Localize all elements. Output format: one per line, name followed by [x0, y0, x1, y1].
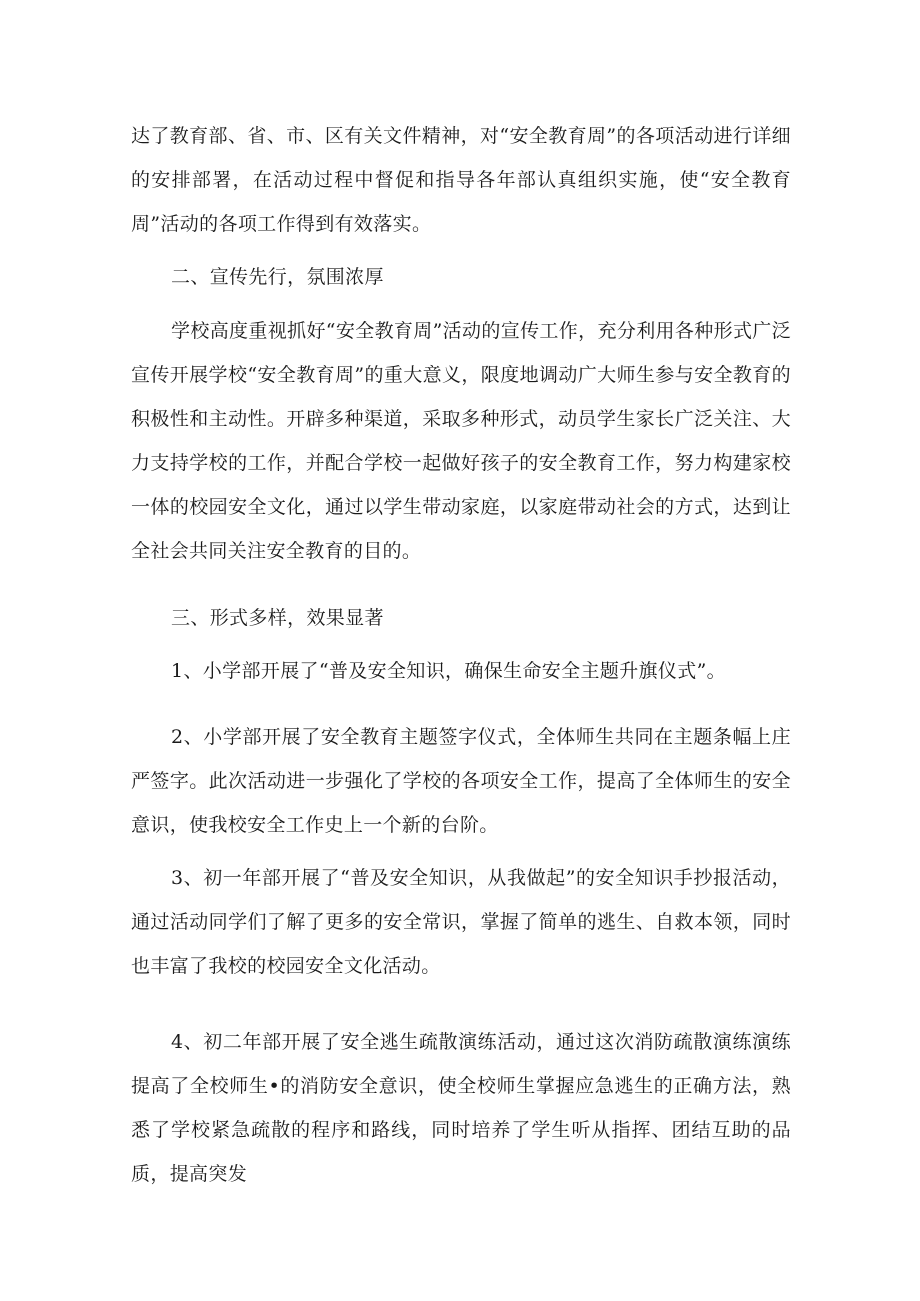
list-item-2: 2、小学部开展了安全教育主题签字仪式，全体师生共同在主题条幅上庄严签字。此次活动进一步强化了学校的各项安全工作，提高了全体师生的安全意识，使我校安全工作史上一个新的台阶。 — [131, 726, 791, 836]
list-item-4: 4、初二年部开展了安全逃生疏散演练活动，通过这次消防疏散演练演练提高了全校师生•的消防安全意识，使全校师生掌握应急逃生的正确方法，熟悉了学校紧急疏散的程序和路线，同时培养了学生听从指挥、团结互助的品质，提高突发 — [131, 1031, 791, 1185]
paragraph-intro-continuation: 达了教育部、省、市、区有关文件精神，对“安全教育周”的各项活动进行详细的安排部署，在活动过程中督促和指导各年部认真组织实施，使“安全教育周”活动的各项工作得到有效落实。 — [131, 125, 791, 235]
list-item-3: 3、初一年部开展了“普及安全知识，从我做起”的安全知识手抄报活动，通过活动同学们了解了更多的安全常识，掌握了简单的逃生、自救本领，同时也丰富了我校的校园安全文化活动。 — [131, 867, 791, 977]
list-item-1: 1、小学部开展了“普及安全知识，确保生命安全主题升旗仪式”。 — [171, 660, 727, 682]
section-heading-activities: 三、形式多样，效果显著 — [171, 607, 384, 629]
paragraph-publicity: 学校高度重视抓好“安全教育周”活动的宣传工作，充分利用各种形式广泛宣传开展学校“安全教育周”的重大意义，限度地调动广大师生参与安全教育的积极性和主动性。开辟多种渠道，采取多种形式，动员学生家长广泛关注、大力支持学校的工作，并配合学校一起做好孩子的安全教育工作，努力构建家校一体的校园安全文化，通过以学生带动家庭，以家庭带动社会的方式，达到让全社会共同关注安全教育的目的。 — [131, 320, 791, 562]
section-heading-publicity: 二、宣传先行，氛围浓厚 — [171, 266, 384, 288]
